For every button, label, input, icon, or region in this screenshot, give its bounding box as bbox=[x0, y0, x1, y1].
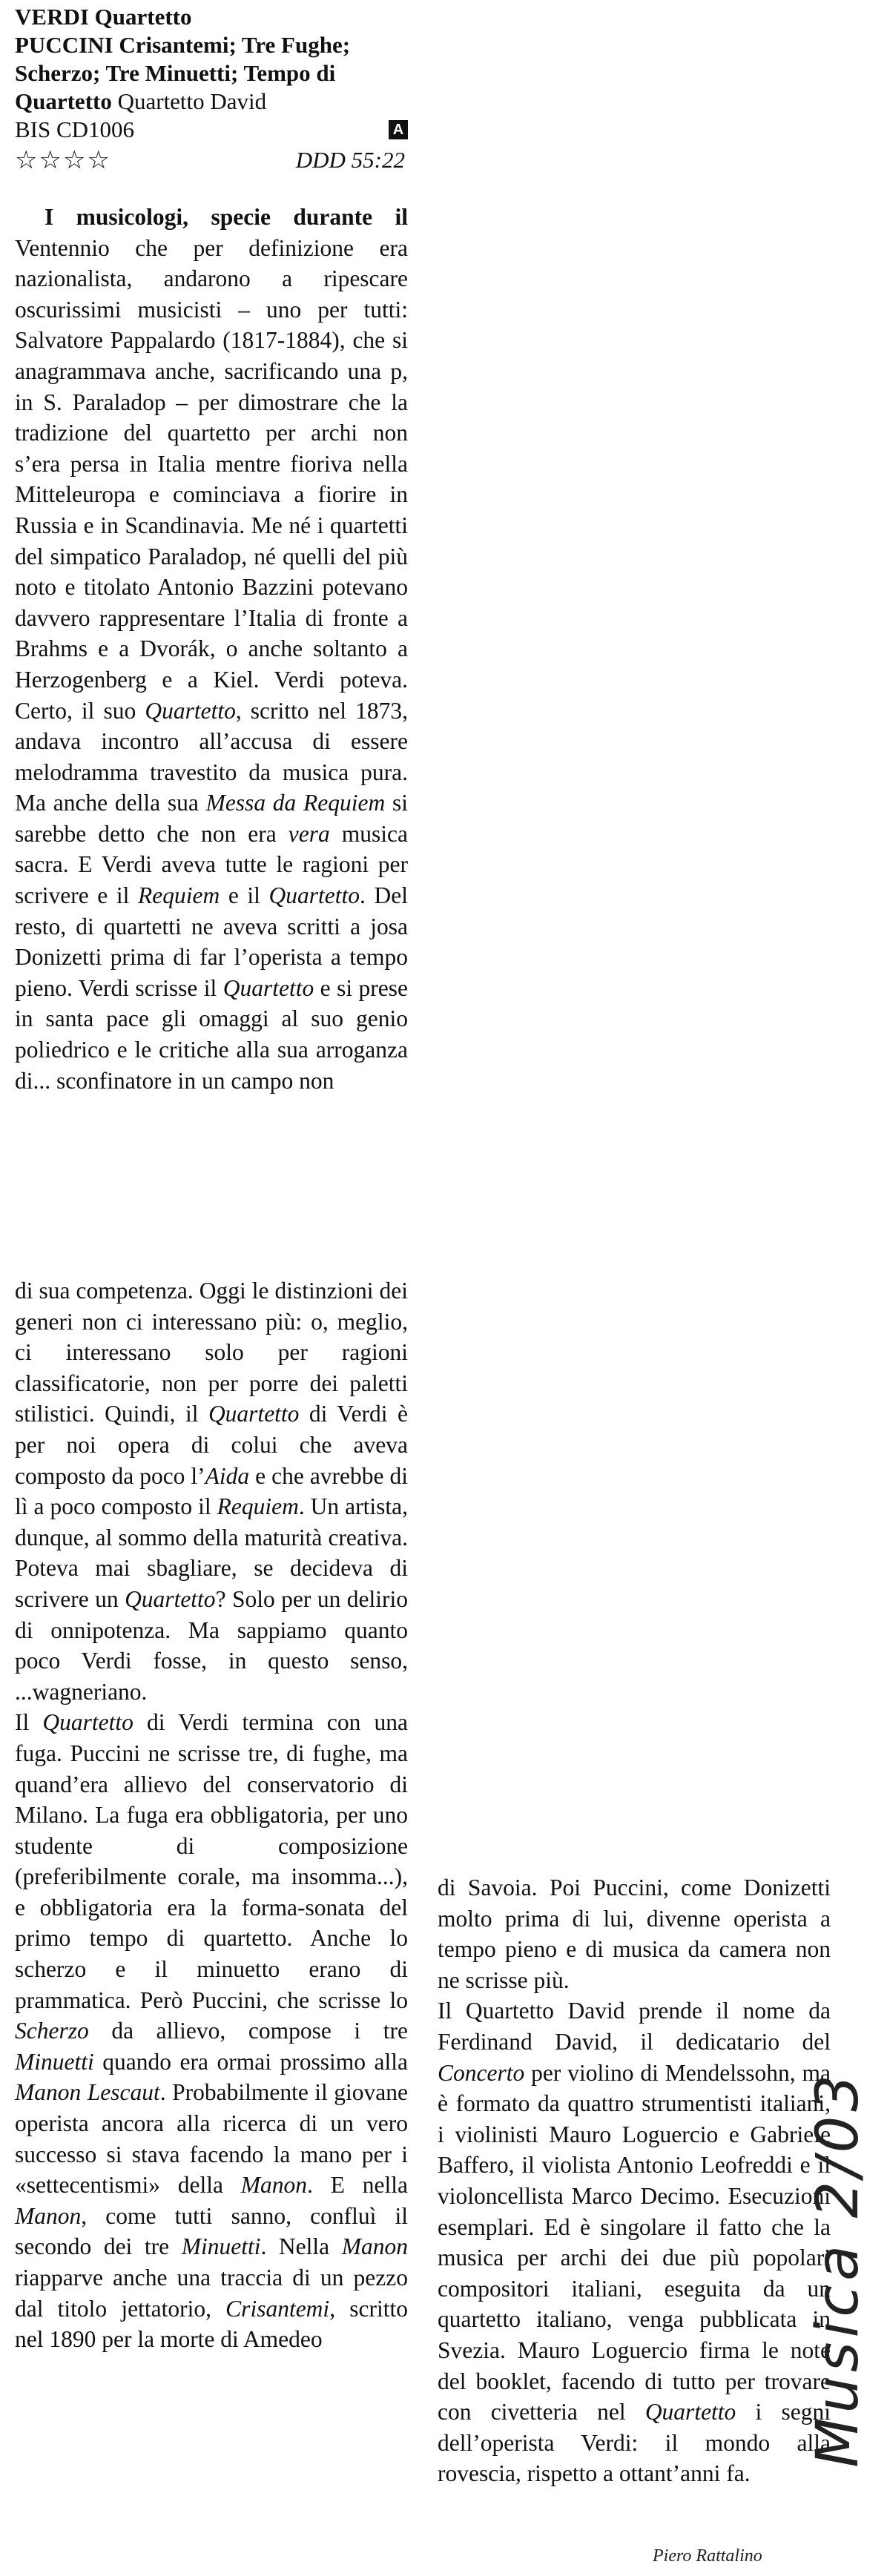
italic-run: Quartetto bbox=[222, 974, 314, 1001]
handwritten-note: Musica 2/03 bbox=[805, 2070, 871, 2468]
paragraph-4: di Savoia. Poi Puccini, come Donizetti molto prima di lui, divenne operista a tempo pieno e di musica da camera non ne scrisse più. bbox=[438, 1875, 831, 1993]
text-run: musica sacra. E Verdi aveva tutte le ragioni per scrivere e il bbox=[15, 820, 408, 909]
text-run: . Nella bbox=[260, 2233, 342, 2260]
italic-run: Manon bbox=[240, 2172, 308, 2199]
text-run: , come tutti sanno, confluì il secondo dei tre bbox=[15, 2202, 408, 2260]
text-run: da allievo, compose i tre bbox=[88, 2018, 408, 2044]
text-run: per violino di Mendelssohn, ma è formato da quattro strumentisti italiani, i violinisti Mauro Loguercio e Gabriele Baffero, il violista Antonio Leofreddi e il violoncellista Marco Decimo. Esecuzioni esemplari. Ed è singolare il fatto che la musica per archi dei due più popolari compositori italiani, eseguita da un quartetto italiano, venga pubblicata in Svezia. Mauro Loguercio firma le note del booklet, facendo di tutto per trovare con civetteria nel bbox=[438, 2059, 831, 2425]
handwritten-annotation bbox=[794, 1987, 883, 2551]
record-label: BIS CD1006 bbox=[15, 116, 135, 142]
text-run: quando era ormai prossimo alla bbox=[93, 2048, 408, 2075]
rating-row bbox=[15, 145, 415, 175]
header-line-2: PUCCINI Crisantemi; Tre Fughe; bbox=[15, 32, 351, 58]
star-rating: ☆☆☆☆ bbox=[15, 145, 111, 175]
text-run: si sarebbe detto che non era bbox=[15, 790, 408, 847]
italic-run: Scherzo bbox=[15, 2018, 89, 2044]
italic-run: Concerto bbox=[438, 2059, 525, 2086]
text-run: Ventennio che per definizione era nazionalista, andarono a ripescare oscurissimi musicisti – uno per tutti: Salvatore Pappalardo (1817-1884), che si anagrammava anche, sacrificando una p, in S. Paraladop – per dimostrare che la tradizione del quartetto per archi non s’era persa in Italia mentre fioriva nella Mitteleuropa e cominciava a fiorire in Russia e in Scandinavia. Me né i quartetti del simpatico Paraladop, né quelli del più noto e titolato Antonio Bazzini potevano davvero rappresentare l’Italia di fronte a Brahms e a Dvorák, o anche soltanto a Herzogenberg e a Kiel. Verdi poteva. Certo, il suo bbox=[15, 234, 408, 724]
italic-run: Minuetti bbox=[15, 2048, 94, 2075]
label-row bbox=[15, 116, 415, 144]
italic-run: Quartetto bbox=[268, 882, 360, 909]
italic-run: Quartetto bbox=[644, 2399, 736, 2425]
text-run: . Probabilmente il giovane operista ancora alla ricerca di un vero successo si stava facendo la mano per i «settecentismi» della bbox=[15, 2079, 409, 2199]
performer: Quartetto David bbox=[111, 88, 267, 114]
text-run: i segni dell’operista Verdi: il mondo alla rovescia, rispetto a ottant’anni fa. bbox=[438, 2399, 831, 2487]
column-2 bbox=[438, 1872, 831, 2489]
italic-run: Requiem bbox=[138, 882, 220, 909]
italic-run: Quartetto bbox=[145, 697, 236, 724]
header-line-3: Scherzo; Tre Minuetti; Tempo di bbox=[15, 60, 336, 86]
text-run: . E nella bbox=[307, 2172, 408, 2199]
italic-run: Manon Lescaut bbox=[15, 2079, 160, 2106]
header-line-1: VERDI Quartetto bbox=[15, 4, 192, 30]
text-run: . Del resto, di quartetti ne aveva scritti a josa Donizetti prima di far l’operista a tempo pieno. Verdi scrisse il bbox=[15, 882, 408, 1001]
text-run: ? Solo per un delirio di onnipotenza. Ma sappiamo quanto poco Verdi fosse, in questo senso, ...wagneriano. bbox=[15, 1585, 409, 1705]
paragraph-1 bbox=[15, 202, 408, 1096]
text-run: , scritto nel 1873, andava incontro all’accusa di essere melodramma travestito da musica pura. Ma anche della sua bbox=[15, 697, 408, 816]
text-run: riapparve anche una traccia di un pezzo dal titolo jettatorio, bbox=[15, 2265, 408, 2322]
lead-text: I musicologi, specie durante il bbox=[44, 204, 408, 230]
paragraph-2 bbox=[15, 1275, 408, 1707]
paragraph-5 bbox=[438, 1995, 831, 2489]
italic-run: Requiem bbox=[217, 1493, 299, 1520]
column-1-bottom bbox=[15, 1275, 408, 2355]
italic-run: vera bbox=[288, 820, 330, 847]
text-run: , scritto nel 1890 per la morte di Amedeo bbox=[15, 2295, 408, 2353]
text-run: Il Quartetto David prende il nome da Ferdinand David, il dedicatario del bbox=[438, 1998, 831, 2055]
paragraph-3 bbox=[15, 1707, 408, 2354]
text-run: e si prese in santa pace gli omaggi al suo genio poliedrico e le critiche alla sua arroganza di... sconfinatore in un campo non bbox=[15, 974, 408, 1094]
italic-run: Manon bbox=[341, 2233, 408, 2260]
text-run: di Verdi termina con una fuga. Puccini ne scrisse tre, di fughe, ma quand’era allievo del conservatorio di Milano. La fuga era obbligatoria, per uno studente di composizione (preferibilmente corale, ma insomma...), e obbligatoria era la forma-sonata del primo tempo di quartetto. Anche lo scherzo e il minuetto erano di prammatica. Però Puccini, che scrisse lo bbox=[15, 1709, 408, 2013]
italic-run: Quartetto bbox=[208, 1401, 300, 1427]
rating-badge: A bbox=[389, 120, 408, 139]
text-run: . Un artista, dunque, al sommo della maturità creativa. Poteva mai sbagliare, se decideva di scrivere un bbox=[15, 1493, 408, 1612]
column-1-top bbox=[15, 202, 408, 1096]
text-run: di Verdi è per noi opera di colui che aveva composto da poco l’ bbox=[15, 1401, 408, 1489]
italic-run: Quartetto bbox=[125, 1585, 216, 1612]
review-header bbox=[15, 3, 415, 175]
text-run: e che avrebbe di lì a poco composto il bbox=[15, 1462, 408, 1520]
author-signature: Piero Rattalino bbox=[653, 2546, 762, 2566]
header-line-4 bbox=[15, 87, 415, 116]
text-run: di sua competenza. Oggi le distinzioni dei generi non ci interessano più: o, meglio, ci interessano solo per ragioni classificatorie, non per porre dei paletti stilistici. Quindi, il bbox=[15, 1278, 408, 1427]
italic-run: Crisantemi bbox=[225, 2295, 330, 2322]
italic-run: Minuetti bbox=[181, 2233, 261, 2260]
header-line-4-bold: Quartetto bbox=[15, 88, 112, 114]
tech-info: DDD 55:22 bbox=[295, 147, 405, 173]
text-run: e il bbox=[220, 882, 269, 909]
italic-run: Messa da Requiem bbox=[205, 790, 386, 816]
italic-run: Manon bbox=[15, 2202, 82, 2229]
text-run: Il bbox=[15, 1709, 43, 1736]
italic-run: Aida bbox=[205, 1462, 250, 1489]
italic-run: Quartetto bbox=[42, 1709, 133, 1736]
